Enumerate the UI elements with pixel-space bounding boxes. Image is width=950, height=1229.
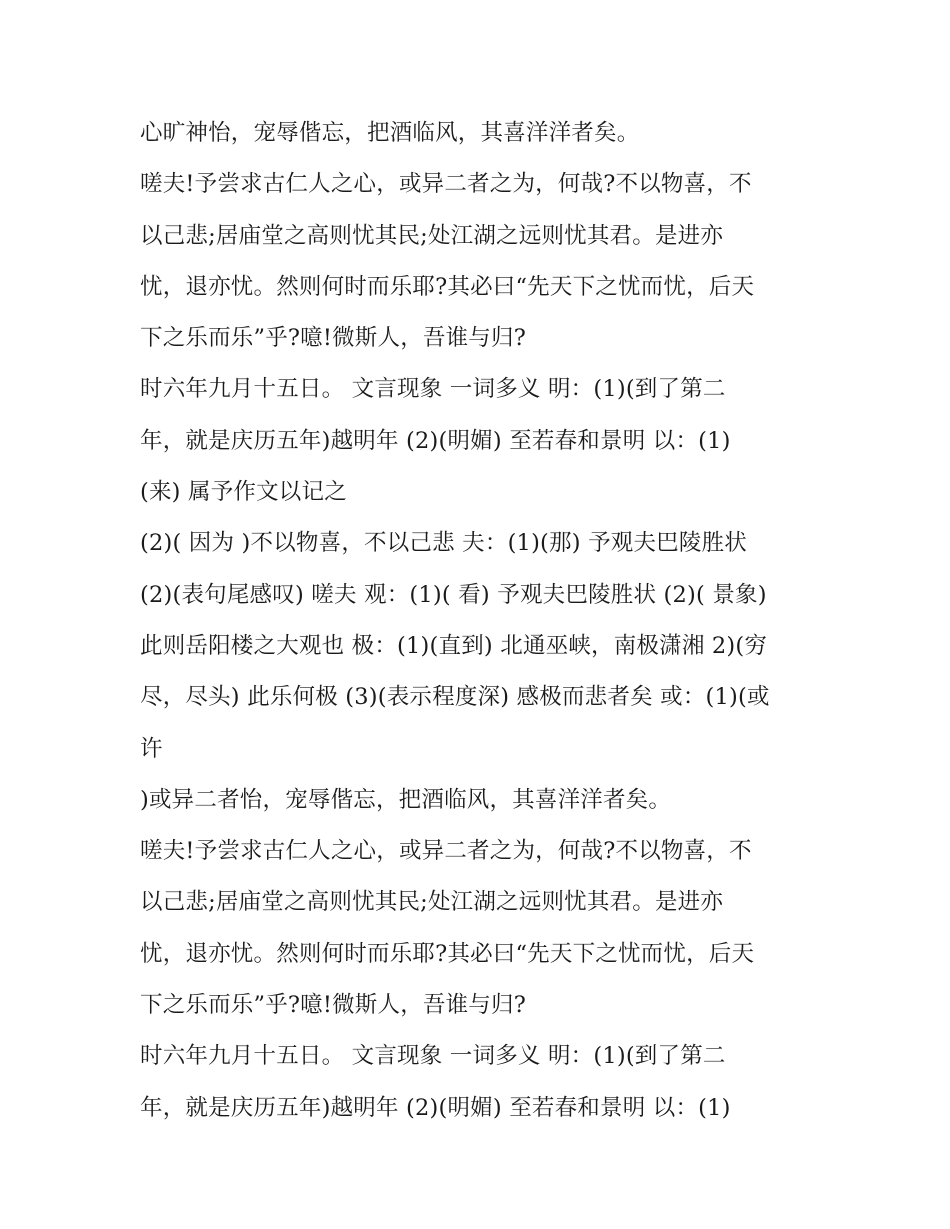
text-line: (2)( 因为 )不以物喜，不以己悲 夫：(1)(那) 予观夫巴陵胜状 <box>140 530 747 557</box>
text-line: 嗟夫!予尝求古仁人之心，或异二者之为，何哉?不以物喜，不 <box>140 838 752 865</box>
text-line: (2)(表句尾感叹) 嗟夫 观：(1)( 看) 予观夫巴陵胜状 (2)( 景象) <box>140 581 767 608</box>
text-line: (来) 属予作文以记之 <box>140 479 347 506</box>
text-line: 心旷神怡，宠辱偕忘，把酒临风，其喜洋洋者矣。 <box>140 120 640 146</box>
text-line: 下之乐而乐”乎?噫!微斯人，吾谁与归? <box>140 325 526 352</box>
text-line: 此则岳阳楼之大观也 极：(1)(直到) 北通巫峡，南极潇湘 2)(穷 <box>140 632 768 659</box>
text-line: 嗟夫!予尝求古仁人之心，或异二者之为，何哉?不以物喜，不 <box>140 171 752 198</box>
text-line: 时六年九月十五日。 文言现象 一词多义 明：(1)(到了第二 <box>140 1043 726 1070</box>
text-line: 年，就是庆历五年)越明年 (2)(明媚) 至若春和景明 以：(1) <box>140 1094 731 1121</box>
text-line: 忧，退亦忧。然则何时而乐耶?其必曰“先天下之忧而忧，后天 <box>140 273 755 300</box>
text-line: 许 <box>140 735 163 762</box>
text-line: 忧，退亦忧。然则何时而乐耶?其必曰“先天下之忧而忧，后天 <box>140 940 755 967</box>
body-text <box>140 108 820 1134</box>
text-line: 时六年九月十五日。 文言现象 一词多义 明：(1)(到了第二 <box>140 376 726 403</box>
text-line: 尽，尽头) 此乐何极 (3)(表示程度深) 感极而悲者矣 或：(1)(或 <box>140 684 770 711</box>
text-line: 以己悲;居庙堂之高则忧其民;处江湖之远则忧其君。是进亦 <box>140 889 724 916</box>
text-line: 下之乐而乐”乎?噫!微斯人，吾谁与归? <box>140 992 526 1019</box>
text-line: 年，就是庆历五年)越明年 (2)(明媚) 至若春和景明 以：(1) <box>140 427 731 454</box>
text-line: 以己悲;居庙堂之高则忧其民;处江湖之远则忧其君。是进亦 <box>140 222 724 249</box>
text-line: )或异二者怡，宠辱偕忘，把酒临风，其喜洋洋者矣。 <box>140 786 672 813</box>
